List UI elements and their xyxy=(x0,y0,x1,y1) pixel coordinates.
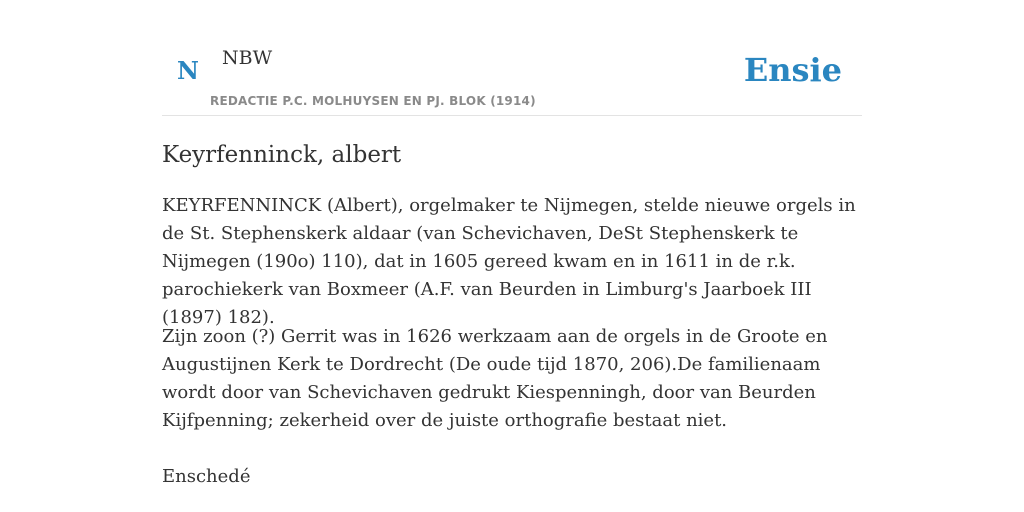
entry-paragraph-2: Zijn zoon (?) Gerrit was in 1626 werkzaam aan de orgels in de Groote en Augustijnen Kerk te Dordrecht (De oude tijd 1870, 206).De familienaam wordt door van Schevichaven gedrukt Kiespenningh, door van Beurden Kijfpenning; zekerheid over de juiste orthografie bestaat niet. xyxy=(162,326,828,431)
header-divider xyxy=(162,115,862,116)
source-subtitle: REDACTIE P.C. MOLHUYSEN EN PJ. BLOK (1914) xyxy=(210,94,536,108)
brand-logo[interactable]: Ensie xyxy=(743,51,842,89)
entry-author: Enschedé xyxy=(162,466,251,487)
entry-paragraph-1: KEYRFENNINCK (Albert), orgelmaker te Nijmegen, stelde nieuwe orgels in de St. Stephenskerk aldaar (van Schevichaven, DeSt Stephenskerk te Nijmegen (190o) 110), dat in 1605 gereed kwam en in 1611 in de r.k. parochiekerk van Boxmeer (A.F. van Beurden in Limburg's Jaarboek III (1897) 182). xyxy=(162,195,856,328)
entry-card xyxy=(162,0,862,512)
source-logo: N xyxy=(177,56,199,85)
entry-title: Keyrfenninck, albert xyxy=(162,142,402,168)
source-title[interactable]: NBW xyxy=(222,47,273,69)
